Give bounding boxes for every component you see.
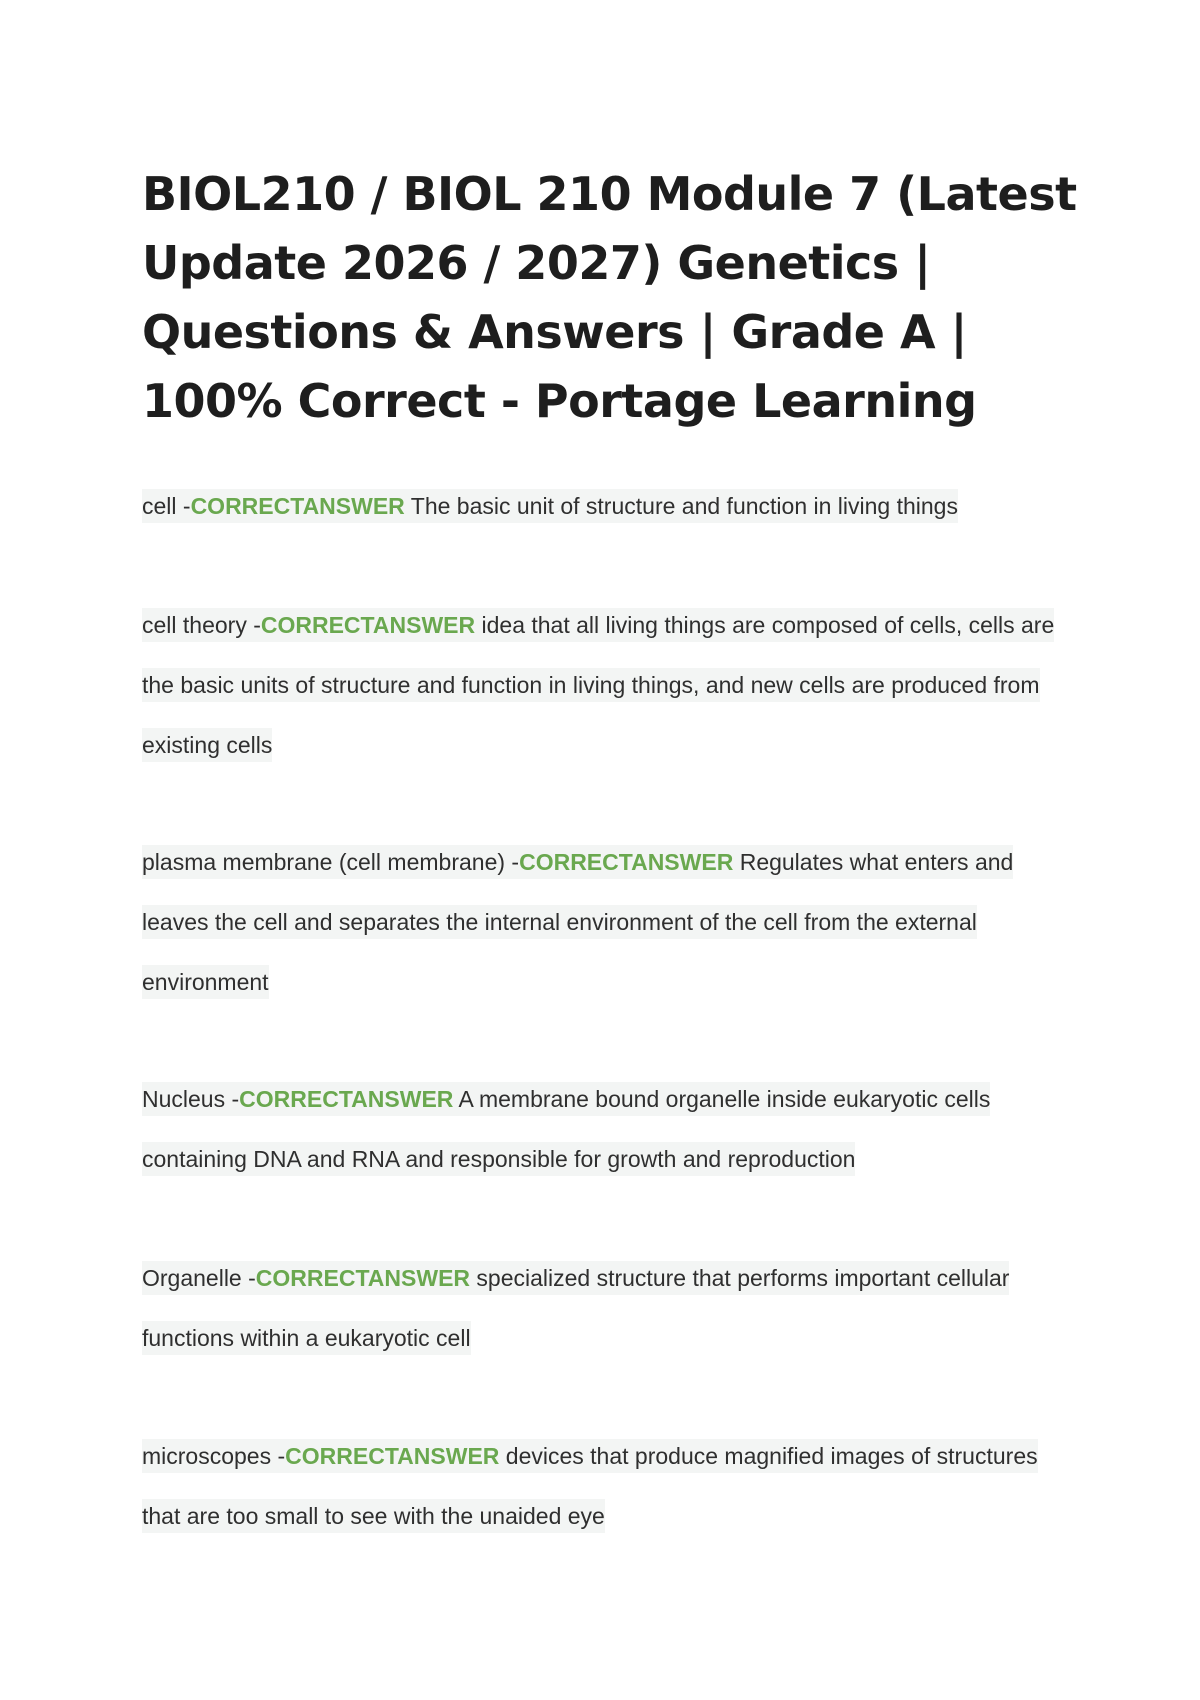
qa-entry-text: [142, 489, 958, 523]
entry-definition: A membrane bound organelle inside eukaryotic cells containing DNA and RNA and responsible for growth and reproduction: [142, 1086, 991, 1172]
qa-entry-text: [142, 1439, 1038, 1533]
document-title: BIOL210 / BIOL 210 Module 7 (Latest Update 2026 / 2027) Genetics | Questions & Answers | Grade A | 100% Correct - Portage Learning: [142, 167, 1077, 428]
correct-answer-marker: CORRECTANSWER: [255, 1265, 471, 1291]
qa-entry: [142, 1069, 1062, 1189]
correct-answer-marker: CORRECTANSWER: [519, 849, 734, 875]
entry-term: microscopes -: [142, 1443, 286, 1469]
entry-definition: idea that all living things are composed of cells, cells are the basic units of structure and function in living things, and new cells are produced from existing cells: [142, 612, 1055, 758]
qa-entry: [142, 832, 1062, 1012]
correct-answer-marker: CORRECTANSWER: [260, 612, 476, 638]
correct-answer-marker: CORRECTANSWER: [285, 1443, 500, 1469]
entry-term: cell theory -: [142, 612, 261, 638]
entry-definition: Regulates what enters and leaves the cell and separates the internal environment of the cell from the external environment: [142, 849, 1014, 995]
entry-definition: devices that produce magnified images of structures that are too small to see with the unaided eye: [142, 1443, 1038, 1529]
qa-entry-text: [142, 608, 1054, 762]
qa-entry: [142, 595, 1062, 775]
qa-entry-text: [142, 1261, 1009, 1355]
entry-definition: specialized structure that performs important cellular functions within a eukaryotic cell: [142, 1265, 1010, 1351]
qa-entry-text: [142, 845, 1013, 999]
qa-entry-text: [142, 1082, 990, 1176]
entry-term: Nucleus -: [142, 1086, 240, 1112]
entry-term: cell -: [142, 493, 191, 519]
qa-entry: [142, 476, 1062, 536]
qa-entry: [142, 1248, 1062, 1368]
entry-definition: The basic unit of structure and function in living things: [404, 493, 958, 519]
qa-entry: [142, 1426, 1062, 1546]
entry-term: Organelle -: [142, 1265, 256, 1291]
correct-answer-marker: CORRECTANSWER: [190, 493, 405, 519]
entry-term: plasma membrane (cell membrane) -: [142, 849, 520, 875]
correct-answer-marker: CORRECTANSWER: [239, 1086, 454, 1112]
